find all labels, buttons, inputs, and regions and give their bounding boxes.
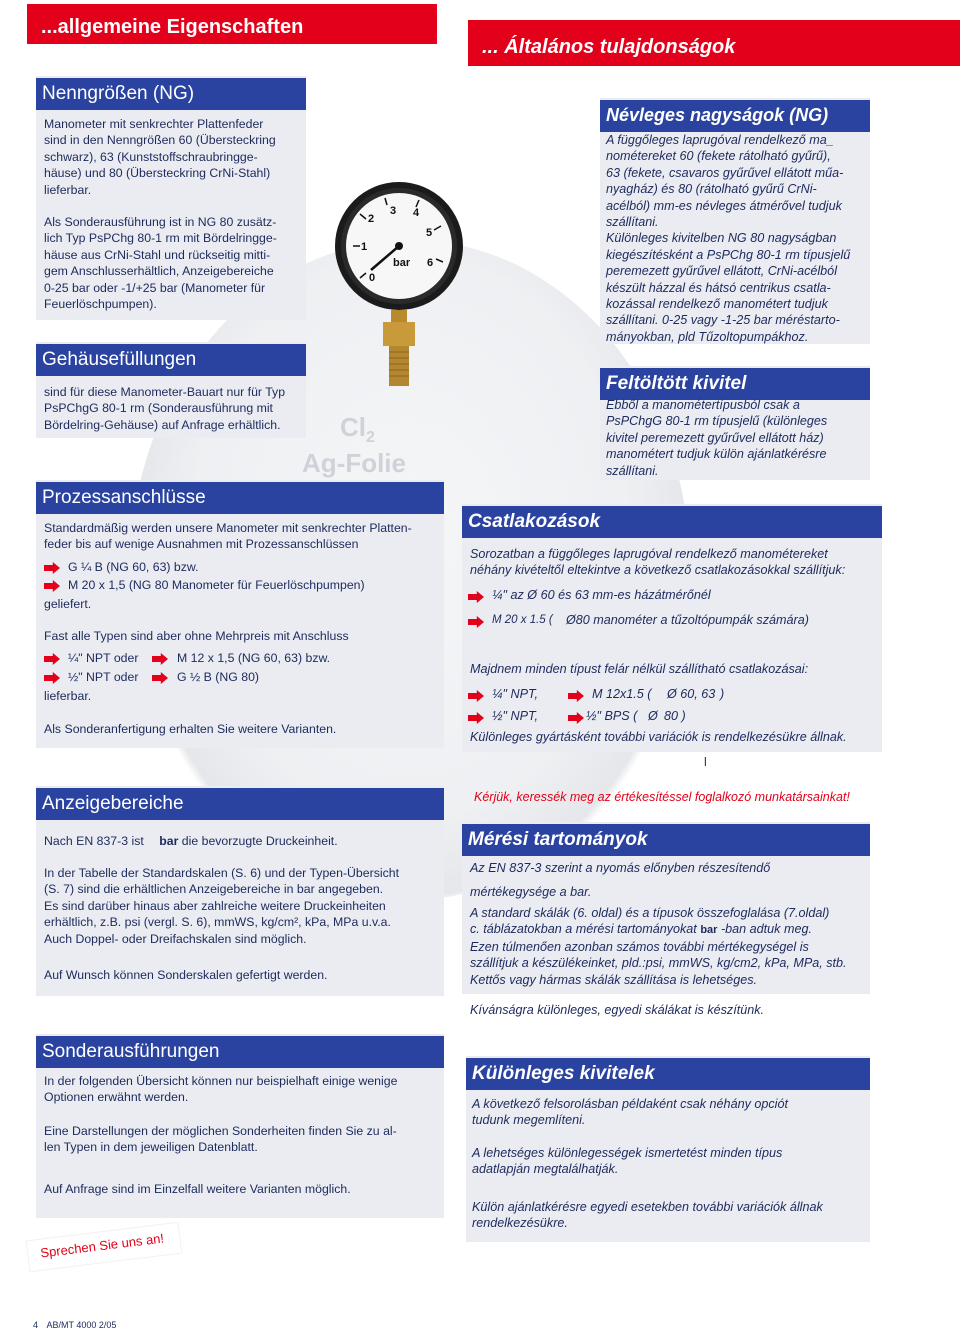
de-prozess-p3: Als Sonderanfertigung erhalten Sie weitere Varianten. [44,722,337,736]
de-sonder-title: Sonderausführungen [36,1036,444,1068]
page-number: 4 [33,1320,39,1330]
de-sonder-p2: Eine Darstellungen der möglichen Sonderheiten finden Sie zu al- len Typen in dem jeweiligen Datenblatt. [44,1124,397,1155]
de-anzeige-title: Anzeigebereiche [36,788,444,820]
hu-csatlakozas-b4c: Ø [648,709,658,723]
hu-csatlakozas-b3a: ¼" NPT, [492,687,539,701]
hu-meresi-p3: Kívánságra különleges, egyedi skálákat is készítünk. [470,1003,765,1017]
de-prozess-bullet-2: M 20 x 1,5 (NG 80 Manometer für Feuerlöschpumpen) [68,578,365,592]
gauge-tick-2: 2 [368,213,375,225]
hu-contact-note: Kérjük, keressék meg az értékesítéssel foglalkozó munkatársainkat! [474,790,850,804]
de-gehaeuse-text: sind für diese Manometer-Bauart nur für Typ PsPChgG 80-1 rm (Sonderausführung mit Bördelring-Gehäuse) auf Anfrage erhältlich. [44,385,286,432]
de-nenngroessen-text: Manometer mit senkrechter Plattenfeder sind in den Nenngrößen 60 (Übersteckring schwarz), 63 (Kunststoffschraubringge- häuse) und 80 (Übersteckring CrNi-Stahl) lieferbar. Als Sonderausführung ist in NG 80 zusätz- lich Typ PsPChg 80-1 rm mit Bördelringge- häuse aus CrNi-Stahl und rückseitig mitti- gem Anschlusserhältlich, Anzeigebereiche 0-25 bar oder -1/+25 bar (Manometer für Feuerlöschpumpen). [44,117,277,312]
hu-nevleges-title: Névleges nagyságok (NG) [600,100,870,132]
hu-csatlakozas-mark: l [704,755,707,769]
hu-csatlakozas-b4d: 80 ) [664,709,686,723]
de-prozess-b3b: M 12 x 1,5 (NG 60, 63) bzw. [177,651,331,665]
de-prozess-b4a: ½" NPT oder [68,670,139,684]
hu-csatlakozas-p2: Majdnem minden típust felár nélkül szállítható csatlakozásai: [470,662,809,676]
de-nenngroessen-title: Nenngrößen (NG) [36,78,306,110]
header-right-title: ... Általános tulajdonságok [468,20,960,66]
hu-csatlakozas-b3d: ) [720,687,725,701]
de-prozess-b4b: G ½ B (NG 80) [177,670,260,684]
hu-csatlakozas-b4b: ½" BPS ( [586,709,638,723]
de-anzeige-line1: Nach EN 837-3 ist bar die bevorzugte Druckeinheit. [44,834,338,848]
background-label-cl2: $Cl_2$ [340,412,375,447]
header-left-title: ...allgemeine Eigenschaften [27,4,437,44]
de-prozess-bullet-1: G ¼ B (NG 60, 63) bzw. [68,560,199,574]
hu-csatlakozas-bullet-2b: Ø80 manométer a tűzoltópumpák számára) [566,613,809,627]
de-sonder-p3: Auf Anfrage sind im Einzelfall weitere Varianten möglich. [44,1182,351,1196]
de-prozess-text: Standardmäßig werden unsere Manometer mit senkrechter Platten- feder bis auf wenige Ausnahmen mit Prozessanschlüssen [44,521,412,552]
hu-kulonleges-title: Különleges kivitelek [466,1058,870,1090]
hu-meresi-title: Mérési tartományok [462,824,870,856]
gauge-tick-4: 4 [413,207,420,219]
gauge-tick-1: 1 [361,241,368,253]
stamp-sprechen-text: Sprechen Sie uns an! [39,1230,165,1261]
hu-kulonleges-p1: A következő felsorolásban példaként csak néhány opciót tudunk megemlíteni. [472,1097,788,1128]
hu-meresi-p2: A standard skálák (6. oldal) és a típusok összefoglalása (7.oldal) c. táblázatokban a mérési tartományokat bar -ban adtuk meg. Ezen túlmenően azonban számos további mértékegységel is szállítjuk a készülékeinket, pld.:psi, mmWS, kg/cm2, kPa, MPa, stb. Kettős vagy hármas skálák szállítása is lehetséges. [470,906,847,987]
hu-csatlakozas-p1: Sorozatban a függőleges laprugóval rendelkező manométereket néhány kivételtől eltekintve a következő csatlakozásokkal szállítjuk: [470,547,846,578]
de-anzeige-p2: In der Tabelle der Standardskalen (S. 6) und der Typen-Übersicht (S. 7) sind die erhältlichen Anzeigebereiche in bar angegeben. Es sind darüber hinaus aber zahlreiche weitere Druckeinheiten erhältlich, z.B. psi (vergl. S. 6), mmWS, kg/cm², kPa, MPa u.v.a. Auch Doppel- oder Dreifachskalen sind möglich. [44,866,399,946]
gauge-tick-5: 5 [426,227,433,239]
hu-csatlakozas-b4a: ½" NPT, [492,709,539,723]
de-prozess-p2: Fast alle Typen sind aber ohne Mehrpreis mit Anschluss [44,629,349,643]
de-sonder-p1: In der folgenden Übersicht können nur beispielhaft einige wenige Optionen erwähnt werden. [44,1074,398,1105]
gauge-tick-3: 3 [390,205,397,217]
gauge-tick-0: 0 [369,272,376,284]
page-footer [33,1320,116,1330]
de-prozess-title: Prozessanschlüsse [36,482,444,514]
hu-feltoltott-title: Feltöltött kivitel [600,368,870,400]
de-prozess-b3a: ¼" NPT oder [68,651,139,665]
hu-kulonleges-p2: A lehetséges különlegességek ismertetést minden típus adatlapján megtalálhatják. [472,1146,783,1177]
hu-csatlakozas-b3c: Ø 60, 63 [667,687,716,701]
de-anzeige-p3: Auf Wunsch können Sonderskalen gefertigt werden. [44,968,328,982]
gauge-tick-6: 6 [427,257,434,269]
hu-csatlakozas-title: Csatlakozások [462,506,882,538]
de-prozess-delivered-2: lieferbar. [44,689,92,703]
hu-csatlakozas-bullet-1: ¼" az Ø 60 és 63 mm-es házátmérőnél [492,588,711,602]
gauge-unit: bar [393,257,411,269]
hu-csatlakozas-b3b: M 12x1.5 ( [592,687,652,701]
de-gehaeuse-title: Gehäusefüllungen [36,344,306,376]
hu-nevleges-text: A függőleges laprugóval rendelkező ma_ nométereket 60 (fekete rátolható gyűrű), 63 (fekete, csavaros gyűrűvel ellátott műa- nyagház) és 80 (rátolható gyűrű CrNi- acélból) mm-es névleges átmérővel tudjuk szállítani. Különleges kivitelben NG 80 nagyságban kiegészítésként a PsPChg 80-1 rm típusjelű peremezett gyűrűvel ellátott, CrNi-acélból készült házzal és hátsó centrikus csatla- kozással rendelkező manométert tudjuk szállítani. 0-25 vagy -1-25 bar méréstarto- mányokban, pld Tűzoltopumpákhoz. [606,133,851,344]
document-code: AB/MT 4000 2/05 [46,1320,117,1330]
hu-feltoltott-text: Ebből a manométertípusból csak a PsPChgG 80-1 rm típusjelű (különleges kivitel peremezett gyűrűvel ellátott ház) manométert tudjuk külön ajánlatkérésre szállítani. [606,398,828,478]
background-label-ag-folie: Ag-Folie [302,448,406,478]
hu-meresi-p1: Az EN 837-3 szerint a nyomás előnyben részesítendő mértékegysége a bar. [470,861,771,900]
pressure-gauge-image [333,140,465,420]
hu-csatlakozas-p3: Különleges gyártásként további variációk is rendelkezésükre állnak. [470,730,847,744]
de-prozess-delivered: geliefert. [44,597,92,611]
hu-csatlakozas-bullet-2a: M 20 x 1.5 ( [492,614,553,626]
hu-kulonleges-p3: Külön ajánlatkérésre egyedi esetekben további variációk állnak rendelkezésükre. [472,1200,823,1231]
